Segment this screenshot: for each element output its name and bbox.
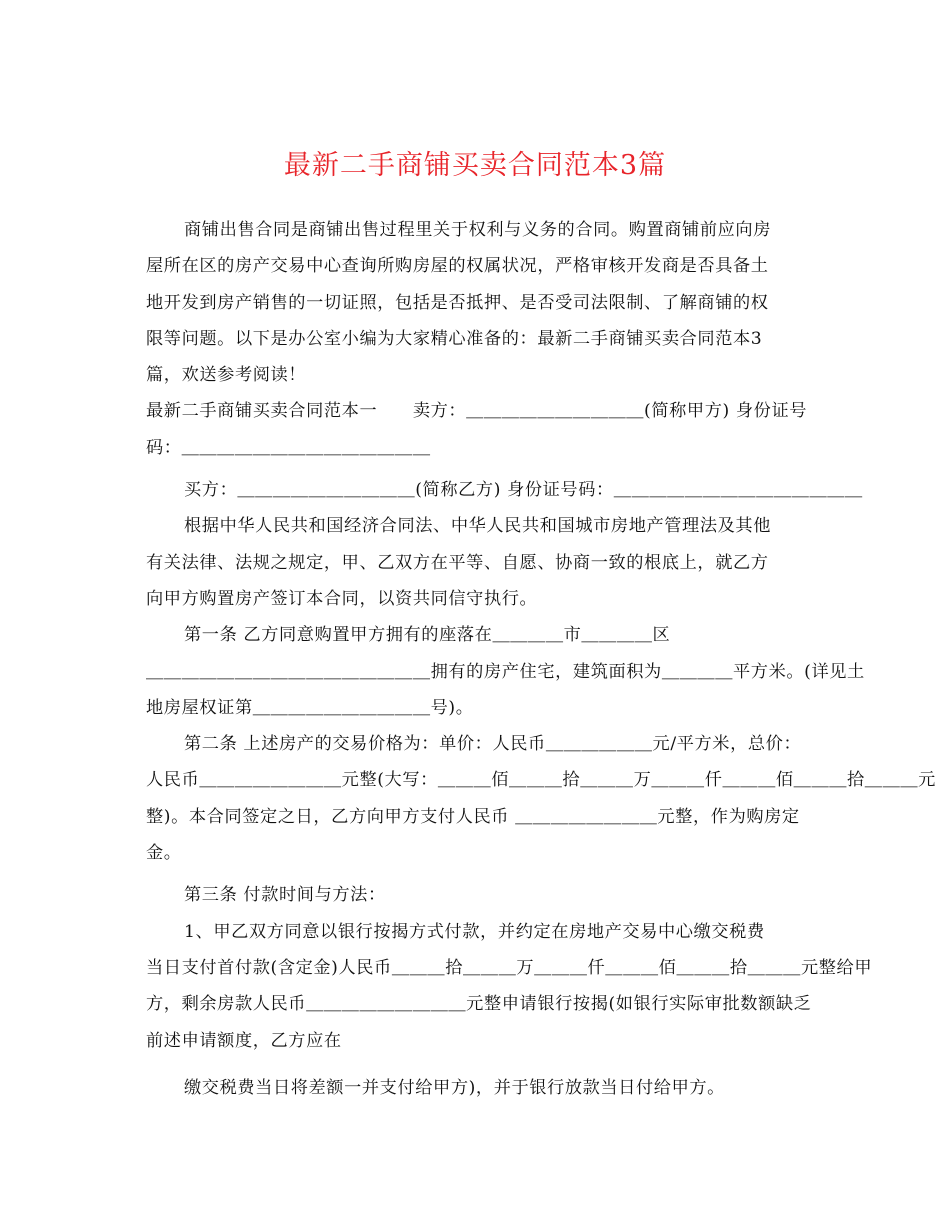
paragraph-line: 整)。本合同签定之日，乙方向甲方支付人民币 ＿＿＿＿＿＿＿＿元整，作为购房定 [146,806,800,827]
paragraph-line: 前述申请额度，乙方应在 [146,1030,342,1051]
paragraph-line: 商铺出售合同是商铺出售过程里关于权利与义务的合同。购置商铺前应向房 [184,220,771,240]
document-body [146,212,936,1106]
paragraph-line: 缴交税费当日将差额一并支付给甲方)，并于银行放款当日付给甲方。 [184,1077,725,1098]
paragraph-line: 最新二手商铺买卖合同范本一 卖方：＿＿＿＿＿＿＿＿＿＿(简称甲方) 身份证号 [146,401,808,422]
paragraph-line: ＿＿＿＿＿＿＿＿＿＿＿＿＿＿＿＿拥有的房产住宅，建筑面积为＿＿＿＿平方米。(详见土 [146,661,865,682]
paragraph-line: 人民币＿＿＿＿＿＿＿＿元整(大写：＿＿＿佰＿＿＿拾＿＿＿万＿＿＿仟＿＿＿佰＿＿＿拾＿＿＿元 [146,770,936,791]
paragraph-line: 根据中华人民共和国经济合同法、中华人民共和国城市房地产管理法及其他 [184,516,771,537]
paragraph-line: 限等问题。以下是办公室小编为大家精心准备的：最新二手商铺买卖合同范本3 [146,328,763,349]
paragraph-line: 当日支付首付款(含定金)人民币＿＿＿拾＿＿＿万＿＿＿仟＿＿＿佰＿＿＿拾＿＿＿元整给甲 [146,957,873,978]
paragraph-line: 地开发到房产销售的一切证照，包括是否抵押、是否受司法限制、了解商铺的权 [146,292,769,313]
paragraph-line: 第二条 上述房产的交易价格为：单价：人民币＿＿＿＿＿＿元/平方米，总价： [184,734,802,755]
paragraph-line: 有关法律、法规之规定，甲、乙双方在平等、自愿、协商一致的根底上，就乙方 [146,552,769,573]
paragraph-line: 金。 [146,843,182,864]
paragraph-line: 方，剩余房款人民币＿＿＿＿＿＿＿＿＿元整申请银行按揭(如银行实际审批数额缺乏 [146,994,812,1015]
paragraph-line: 屋所在区的房产交易中心查询所购房屋的权属状况，严格审核开发商是否具备土 [146,256,769,277]
paragraph-line: 1、甲乙双方同意以银行按揭方式付款，并约定在房地产交易中心缴交税费 [184,921,765,942]
document-title: 最新二手商铺买卖合同范本3篇 [283,150,667,181]
paragraph-line: 篇，欢送参考阅读！ [146,365,307,386]
paragraph-line: 向甲方购置房产签订本合同，以资共同信守执行。 [146,588,538,609]
paragraph-line: 第三条 付款时间与方法： [184,885,386,906]
paragraph-line: 买方：＿＿＿＿＿＿＿＿＿＿(简称乙方) 身份证号码：＿＿＿＿＿＿＿＿＿＿＿＿＿＿ [184,480,863,501]
paragraph-line: 地房屋权证第＿＿＿＿＿＿＿＿＿＿号)。 [146,697,474,718]
paragraph-line: 第一条 乙方同意购置甲方拥有的座落在＿＿＿＿市＿＿＿＿区 [184,625,671,646]
paragraph-line: 码：＿＿＿＿＿＿＿＿＿＿＿＿＿＿ [146,437,431,458]
